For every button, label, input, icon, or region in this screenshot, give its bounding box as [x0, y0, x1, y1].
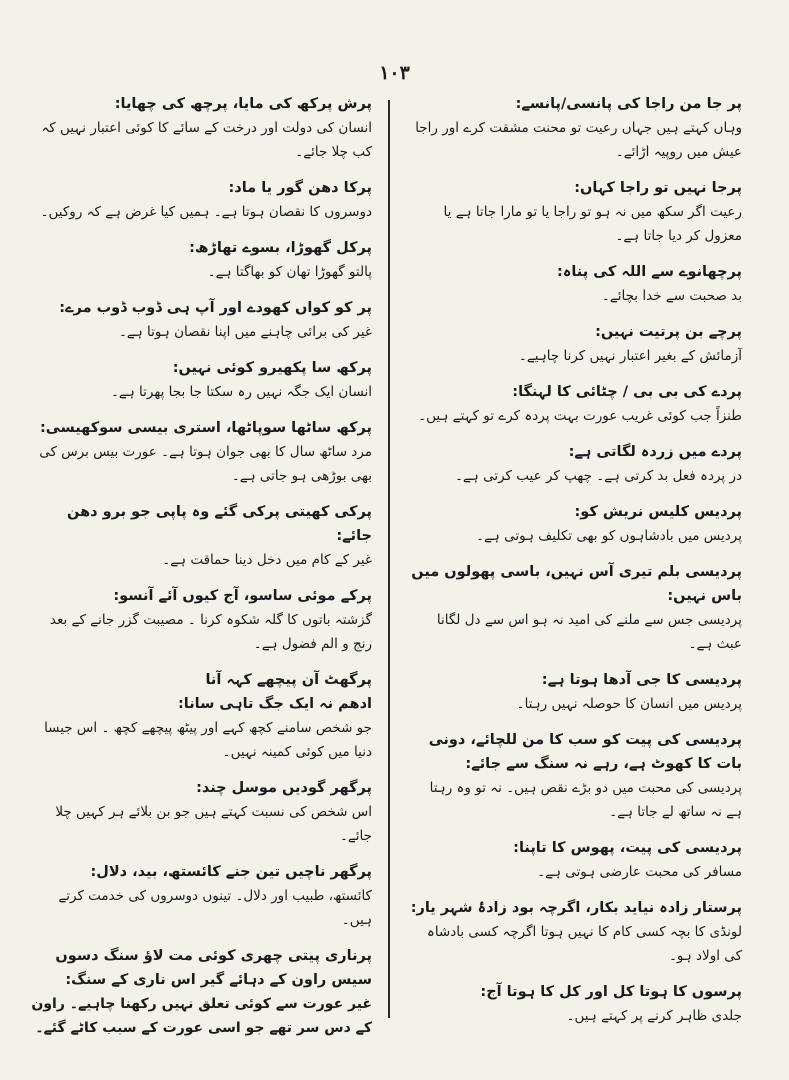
entry-meaning: اس شخص کی نسبت کہتے ہیں جو بن بلائے ہر کہیں چلا جائے۔: [55, 804, 372, 844]
entry: [410, 92, 742, 164]
entry-meaning: پالتو گھوڑا تھان کو بھاگتا ہے۔: [207, 264, 372, 280]
entry: [30, 860, 372, 932]
entry-headword: پرکل گھوڑا، بسوے تھاڑھ:: [189, 240, 372, 256]
entry: [410, 728, 742, 824]
entry-meaning: غیر عورت سے کوئی تعلق نہیں رکھنا چاہیے۔ راون کے دس سر تھے جو اسی عورت کے سبب کاٹے گئے۔: [31, 996, 372, 1036]
entry-headword: پرش پرکھ کی مایا، پرچھ کی چھایا:: [114, 96, 372, 112]
entry: [30, 236, 372, 284]
entry-headword: پرسوں کا ہوتا کل اور کل کا ہوتا آج:: [480, 984, 742, 1000]
entry: [410, 836, 742, 884]
entry-headword: پرکھ سا پکھیرو کوئی نہیں:: [172, 360, 372, 376]
entry: [410, 668, 742, 716]
entry: [410, 320, 742, 368]
entry: [30, 92, 372, 164]
entry-headword: پردے کی بی بی / چٹائی کا لہنگا:: [512, 384, 742, 400]
entry: [30, 296, 372, 344]
entry: [30, 944, 372, 1040]
entry: [410, 560, 742, 656]
entry-headword: پردیس کلیس نریش کو:: [574, 504, 742, 520]
entry-meaning: رعیت اگر سکھ میں نہ ہو تو راجا یا تو مارا جاتا ہے یا معزول کر دیا جاتا ہے۔: [443, 204, 742, 244]
entry-headword: پردے میں زردہ لگاتی ہے:: [568, 444, 742, 460]
entry: [30, 668, 372, 692]
entry-headword: پردیسی کی پیت کو سب کا من للچائے، دونی بات کا کھوٹ ہے، رہے نہ سنگ سے جائے:: [428, 732, 742, 772]
entry: [30, 500, 372, 572]
entry-headword: پرکھ ساٹھا سوپاٹھا، استری بیسی سوکھیسی:: [39, 420, 372, 436]
entry-headword: ادھم نہ ایک جگ تاہی سانا:: [177, 696, 372, 712]
entry-meaning: بد صحبت سے خدا بچائے۔: [601, 288, 742, 304]
entry-meaning: پردیسی جس سے ملنے کی امید نہ ہو اس سے دل لگانا عبث ہے۔: [436, 612, 742, 652]
entry: [410, 980, 742, 1028]
entry-meaning: گزشتہ باتوں کا گلہ شکوہ کرنا ۔ مصیبت گزر جانے کے بعد رنج و الم فضول ہے۔: [49, 612, 372, 652]
page-number: ۱۰۳: [379, 62, 410, 84]
entry-headword: پردیسی کا جی آدھا ہوتا ہے:: [541, 672, 742, 688]
entry-meaning: پردیس میں انسان کا حوصلہ نہیں رہتا۔: [516, 696, 742, 712]
entry-headword: پرکی کھیتی پرکی گئے وہ پاپی جو برو دھن جائے:: [67, 504, 372, 544]
entry-headword: پرچے بن پرتیت نہیں:: [595, 324, 742, 340]
entry: [30, 584, 372, 656]
entry-headword: پرگھٹ آن پیچھے کہہ آنا: [205, 672, 372, 688]
right-column: [410, 92, 742, 1040]
entry-meaning: وہاں کہتے ہیں جہاں رعیت تو محنت مشقت کرے اور راجا عیش میں روپیہ اڑائے۔: [415, 120, 742, 160]
entry-meaning: کائستھ، طبیب اور دلال۔ تینوں دوسروں کی خدمت کرتے ہیں۔: [58, 888, 372, 928]
entry: [410, 380, 742, 428]
entry-meaning: غیر کے کام میں دخل دینا حماقت ہے۔: [162, 552, 372, 568]
column-divider: [388, 100, 390, 1018]
entry-headword: پرگھر گودیں موسل چند:: [196, 780, 372, 796]
entry-headword: پر کو کواں کھودے اور آپ ہی ڈوب ڈوب مرے:: [59, 300, 372, 316]
entry: [30, 416, 372, 488]
entry-meaning: انسان ایک جگہ نہیں رہ سکتا جا بجا پھرتا ہے۔: [111, 384, 372, 400]
entry-meaning: جلدی ظاہر کرنے پر کہتے ہیں۔: [566, 1008, 742, 1024]
entry-headword: پرکے موئی ساسو، آج کیوں آئے آنسو:: [113, 588, 372, 604]
entry: [30, 692, 372, 764]
entry: [30, 776, 372, 848]
entry-headword: پرجا نہیں تو راجا کہاں:: [574, 180, 742, 196]
entry-headword: پرکا دھن گور یا ماد:: [228, 180, 372, 196]
entry-meaning: طنزاً جب کوئی غریب عورت بہت پردہ کرے تو کہتے ہیں۔: [418, 408, 742, 424]
entry-headword: پردیسی بلم تیری آس نہیں، باسی پھولوں میں باس نہیں:: [411, 564, 742, 604]
entry-meaning: جو شخص سامنے کچھ کہے اور پیٹھ پیچھے کچھ ۔ اس جیسا دنیا میں کوئی کمینہ نہیں۔: [44, 720, 372, 760]
entry-headword: پرگھر ناچیں تین جنے کائستھ، بید، دلال:: [90, 864, 372, 880]
entry-meaning: مسافر کی محبت عارضی ہوتی ہے۔: [537, 864, 742, 880]
entry-headword: پرستار زادہ نیاید بکار، اگرچہ بود زادۂ شہر یار:: [410, 900, 742, 916]
entry-headword: پرچھانوے سے اللہ کی پناہ:: [557, 264, 742, 280]
entry-headword: پر جا من راجا کی پانسی/پانسے:: [515, 96, 742, 112]
entry: [410, 500, 742, 548]
left-column: [30, 92, 372, 1052]
entry: [410, 440, 742, 488]
entry-meaning: پردیس میں بادشاہوں کو بھی تکلیف ہوتی ہے۔: [476, 528, 742, 544]
entry-meaning: در پردہ فعل بد کرتی ہے۔ چھپ کر عیب کرتی ہے۔: [455, 468, 742, 484]
entry-headword: پرناری پیتی چھری کوئی مت لاؤ سنگ دسوں سیس راون کے دہائے گیر اس ناری کے سنگ:: [55, 948, 372, 988]
entry: [410, 896, 742, 968]
entry-meaning: دوسروں کا نقصان ہوتا ہے۔ ہمیں کیا غرض ہے کہ روکیں۔: [40, 204, 372, 220]
entry-meaning: پردیسی کی محبت میں دو بڑے نقص ہیں۔ نہ تو وہ رہتا ہے نہ ساتھ لے جاتا ہے۔: [429, 780, 742, 820]
entry: [30, 356, 372, 404]
entry: [410, 176, 742, 248]
entry-meaning: انسان کی دولت اور درخت کے سائے کا کوئی اعتبار نہیں کہ کب چلا جائے۔: [41, 120, 372, 160]
entry: [30, 176, 372, 224]
entry-headword: پردیسی کی پیت، پھوس کا تاپنا:: [513, 840, 742, 856]
entry-meaning: لونڈی کا بچہ کسی کام کا نہیں ہوتا اگرچہ کسی بادشاہ کی اولاد ہو۔: [426, 924, 742, 964]
entry-meaning: آزمائش کے بغیر اعتبار نہیں کرنا چاہیے۔: [518, 348, 742, 364]
entry: [410, 260, 742, 308]
entry-meaning: غیر کی برائی چاہنے میں اپنا نقصان ہوتا ہے۔: [119, 324, 372, 340]
entry-meaning: مرد ساٹھ سال کا بھی جوان ہوتا ہے۔ عورت بیس برس کی بھی بوڑھی ہو جاتی ہے۔: [39, 444, 372, 484]
